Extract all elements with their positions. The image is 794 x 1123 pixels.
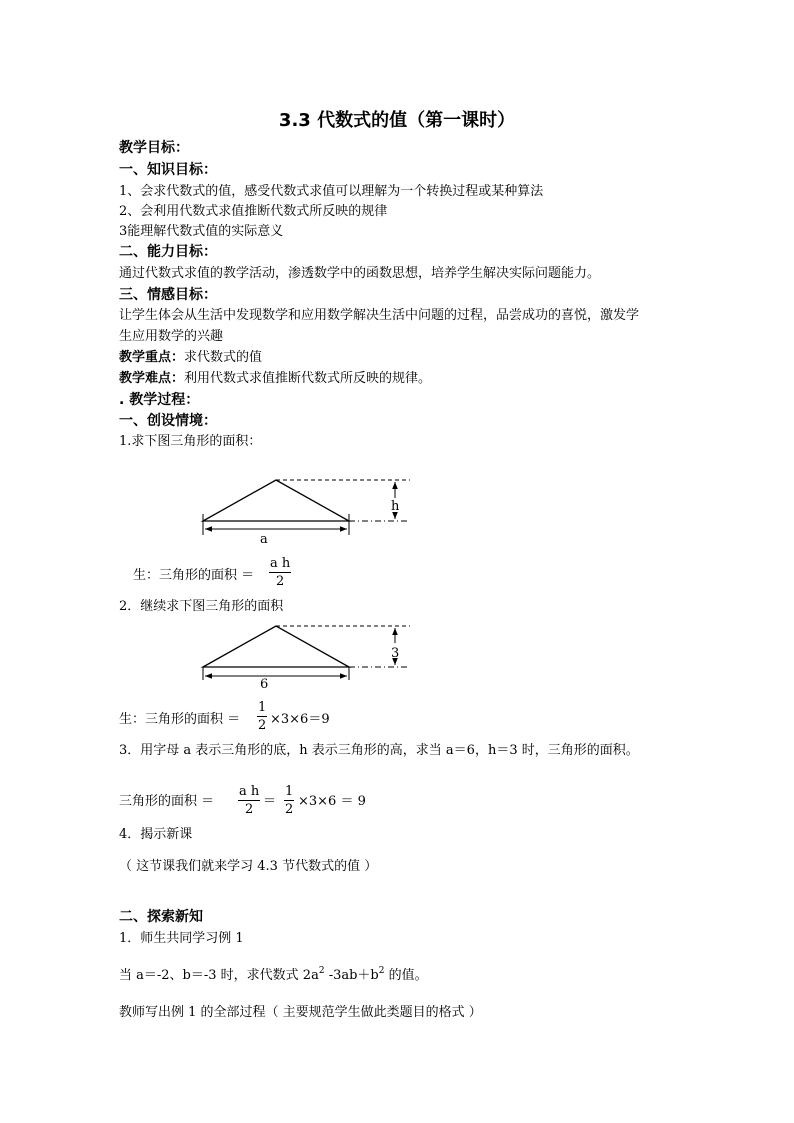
teacher-note: 教师写出例 1 的全部过程（ 主要规范学生做此类题目的格式 ） (119, 1005, 482, 1020)
q3-fraction-2 (284, 784, 294, 818)
q3-fraction-2-numerator: 1 (285, 784, 294, 799)
q2-fraction-denominator: 2 (258, 718, 267, 733)
example-1-condition (119, 963, 428, 984)
q1-fraction-numerator: a h (270, 556, 291, 571)
key-point-label: 教学重点： (119, 350, 185, 365)
q2-fraction-numerator: 1 (258, 700, 267, 715)
emotion-text-line1: 让学生体会从生活中发现数学和应用数学解决生活中问题的过程，品尝成功的喜悦，激发学 (119, 308, 640, 323)
q2-answer-prefix: 生：三角形的面积 ＝ (119, 712, 241, 727)
triangle-1-diagram (203, 480, 410, 535)
q3-fraction-2-denominator: 2 (285, 802, 294, 817)
exponent-2: 2 (378, 966, 385, 976)
triangle-2-diagram (203, 626, 410, 680)
triangle-1-height-label: h (391, 499, 400, 514)
q2-answer-suffix: ×3×6＝9 (270, 712, 330, 727)
emotion-text-line2: 生应用数学的兴趣 (119, 329, 224, 344)
triangle-2-height-label: 3 (391, 646, 400, 661)
knowledge-item-2: 2、会利用代数式求值推断代数式所反映的规律 (119, 204, 388, 219)
q3-text: 3．用字母 a 表示三角形的底，h 表示三角形的高，求当 a＝6，h＝3 时，三角形的面积。 (119, 743, 639, 758)
triangle-2 (203, 626, 349, 667)
q4-note: （ 这节课我们就来学习 4.3 节代数式的值 ） (119, 859, 378, 874)
condition-prefix: 当 a＝-2、b＝-3 时，求代数式 2a (119, 968, 319, 983)
q2-text: 2．继续求下图三角形的面积 (119, 599, 284, 614)
key-point-text: 求代数式的值 (184, 350, 263, 365)
page-title: 3.3 代数式的值（第一课时） (278, 110, 516, 131)
q1-fraction-denominator: 2 (275, 574, 285, 589)
emotion-heading: 三、情感目标： (119, 287, 217, 303)
q3-answer-prefix: 三角形的面积 ＝ (119, 794, 215, 809)
condition-middle: -3ab＋b (324, 968, 379, 983)
triangle-1 (203, 480, 349, 521)
q1-fraction (269, 556, 291, 590)
q3-equals: ＝ (263, 794, 277, 809)
knowledge-heading: 一、知识目标： (119, 162, 217, 178)
situation-heading: 一、创设情境： (119, 413, 217, 429)
q3-fraction-1 (238, 784, 260, 818)
ability-heading: 二、能力目标： (119, 244, 217, 260)
explore-heading: 二、探索新知 (119, 909, 203, 925)
q1-text: 1.求下图三角形的面积： (119, 434, 262, 449)
triangle-1-base-label: a (260, 532, 268, 547)
q3-answer-suffix: ×3×6 ＝ 9 (298, 794, 366, 809)
difficulty-label: 教学难点： (119, 371, 185, 386)
q1-answer-prefix: 生：三角形的面积 ＝ (133, 568, 255, 583)
objectives-heading: 教学目标： (119, 140, 189, 156)
knowledge-item-3: 3能理解代数式值的实际意义 (119, 224, 284, 239)
knowledge-item-1: 1、会求代数式的值，感受代数式求值可以理解为一个转换过程或某种算法 (119, 184, 544, 199)
exponent-1: 2 (318, 966, 325, 976)
example-1-text: 1．师生共同学习例 1 (119, 931, 244, 946)
condition-suffix: 的值。 (384, 968, 428, 983)
process-heading: . 教学过程： (119, 392, 200, 408)
q3-fraction-1-numerator: a h (239, 784, 260, 799)
q3-fraction-1-denominator: 2 (244, 802, 254, 817)
ability-text: 通过代数式求值的教学活动，渗透数学中的函数思想，培养学生解决实际问题能力。 (119, 266, 601, 281)
q2-fraction (257, 700, 267, 734)
triangle-2-base-label: 6 (260, 677, 269, 692)
q4-text: 4．揭示新课 (119, 827, 193, 842)
difficulty-text: 利用代数式求值推断代数式所反映的规律。 (184, 371, 432, 386)
